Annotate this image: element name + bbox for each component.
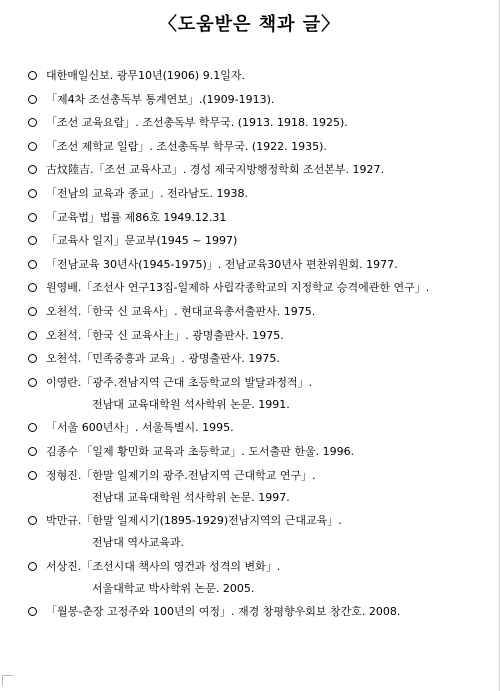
reference-text: 「서울 600년사」. 서울특별시. 1995. [46,421,234,435]
circle-bullet-icon [28,260,37,269]
circle-bullet-icon [28,562,37,571]
reference-text: 「제4차 조선총독부 통계연보」.(1909-1913). [46,92,275,106]
reference-text: 오천석.「한국 신 교육사上」. 광명출판사. 1975. [46,328,284,342]
circle-bullet-icon [28,307,37,316]
reference-list [28,68,496,628]
reference-item [28,115,496,131]
reference-text: 오천석.「한국 신 교육사」. 현대교육총서출판사. 1975. [46,304,316,318]
reference-text-continuation: 전남대 교육대학원 석사학위 논문. 1997. [92,490,290,504]
page-title: 〈도움받은 책과 글〉 [158,14,341,35]
reference-text: 정형진.「한말 일제기의 광주.전남지역 근대학교 연구」. [46,468,316,482]
circle-bullet-icon [28,516,37,525]
circle-bullet-icon [28,189,37,198]
reference-text: 김종수 「일제 황민화 교육과 초등학교」. 도서출판 한울. 1996. [46,444,355,458]
reference-text: 古炆陸吉.「조선 교육사고」. 경성 제국지방행정학회 조선본부. 1927. [46,163,384,177]
circle-bullet-icon [28,283,37,292]
reference-item [28,420,496,436]
reference-item [28,280,496,296]
circle-bullet-icon [28,447,37,456]
page-corner-mark [2,675,13,686]
reference-text: 「전남의 교육과 종교」. 전라남도. 1938. [46,186,248,200]
reference-item [28,68,496,84]
reference-item [28,351,496,367]
circle-bullet-icon [28,378,37,387]
reference-text-continuation: 전남대 교육대학원 석사학위 논문. 1991. [92,397,290,411]
reference-item [28,257,496,273]
reference-item [28,328,496,344]
circle-bullet-icon [28,607,37,616]
reference-item [28,513,496,551]
circle-bullet-icon [28,71,37,80]
reference-item [28,444,496,460]
circle-bullet-icon [28,354,37,363]
reference-text: 「조선 교육요람」. 조선총독부 학무국. (1913. 1918. 1925). [46,116,348,130]
reference-item [28,186,496,202]
reference-item [28,559,496,597]
circle-bullet-icon [28,118,37,127]
reference-item [28,375,496,413]
reference-item [28,139,496,155]
reference-text: 이영란.「광주.전남지역 근대 초등학교의 발달과정적」. [46,375,313,389]
reference-text: 「월봉-춘장 고정주와 100년의 여정」. 재경 창평향우회보 창간호. 2008. [46,605,401,619]
reference-item [28,162,496,178]
reference-text: 원영배.「조선사 연구13집-일제하 사립각종학교의 지정학교 승격에관한 연구」. [46,281,430,295]
circle-bullet-icon [28,95,37,104]
reference-item [28,468,496,506]
reference-item [28,233,496,249]
reference-text: 「전남교육 30년사(1945-1975)」. 전남교육30년사 편찬위원회. 1977. [46,257,398,271]
circle-bullet-icon [28,213,37,222]
reference-item [28,210,496,226]
reference-text: 오천석.「민족중흥과 교육」. 광명출판사. 1975. [46,352,280,366]
reference-text: 대한매일신보. 광무10년(1906) 9.1일자. [46,69,245,82]
reference-text: 「조선 제학교 일람」. 조선총독부 학무국. (1922. 1935). [46,139,327,153]
circle-bullet-icon [28,331,37,340]
circle-bullet-icon [28,471,37,480]
reference-item [28,304,496,320]
reference-text: 「교육사 일지」문교부(1945 ~ 1997) [46,234,238,248]
reference-text: 「교육법」법률 제86호 1949.12.31 [46,210,227,224]
reference-item [28,604,496,620]
reference-text: 서상진.「조선시대 책사의 영건과 성격의 변화」. [46,559,281,573]
reference-text-continuation: 서울대학교 박사학위 논문. 2005. [92,581,255,595]
circle-bullet-icon [28,423,37,432]
circle-bullet-icon [28,165,37,174]
circle-bullet-icon [28,236,37,245]
reference-item [28,92,496,108]
circle-bullet-icon [28,142,37,151]
reference-text-continuation: 전남대 역사교육과. [92,536,185,550]
reference-text: 박만규.「한말 일제시기(1895-1929)전남지역의 근대교육」. [46,514,342,528]
